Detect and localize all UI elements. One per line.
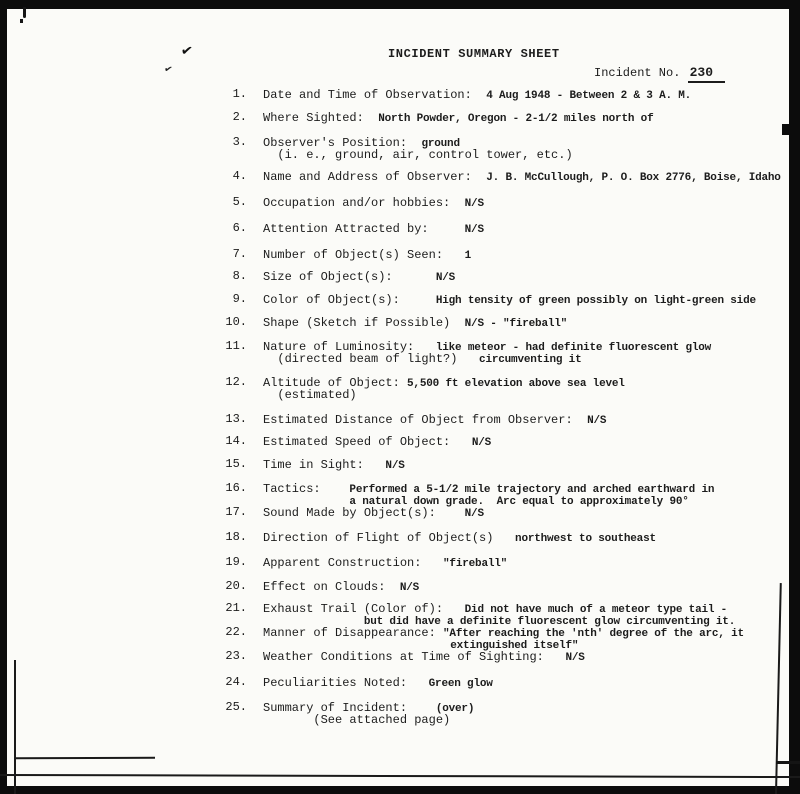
item-number: 5. — [232, 195, 247, 209]
item-lines — [263, 196, 795, 208]
item-label: Altitude of Object: — [263, 376, 408, 390]
item-answer: N/S — [464, 198, 484, 210]
incident-number-label: Incident No. — [594, 66, 688, 80]
item-number: 4. — [232, 169, 247, 183]
item-answer: but did have a definite fluorescent glow circumventing it. — [363, 616, 736, 628]
form-item — [213, 316, 795, 328]
item-answer: 4 Aug 1948 - Between 2 & 3 A. M. — [486, 90, 692, 102]
item-label: Estimated Distance of Object from Observer: — [263, 413, 588, 427]
item-answer: "After reaching the 'nth' degree of the arc, it — [443, 628, 744, 640]
item-lines — [263, 626, 795, 650]
item-answer: N/S — [435, 272, 456, 284]
item-number: 22. — [225, 625, 247, 639]
form-item — [213, 650, 795, 662]
item-answer: North Powder, Oregon - 2-1/2 miles north of — [378, 113, 654, 125]
item-line — [263, 650, 795, 662]
corner-mark — [23, 7, 26, 18]
form-item — [213, 531, 795, 543]
item-line — [263, 676, 795, 688]
item-label: Summary of Incident: — [263, 701, 436, 715]
item-number: 25. — [225, 700, 247, 714]
form-item — [213, 293, 795, 305]
item-number: 8. — [232, 269, 247, 283]
item-line — [263, 580, 795, 592]
form-item — [213, 602, 795, 626]
scan-line-bottom-long — [0, 774, 800, 778]
item-answer: ground — [421, 138, 460, 150]
item-answer: a natural down grade. Arc equal to approximately 90° — [349, 496, 689, 508]
item-answer: Performed a 5-1/2 mile trajectory and arched earthward in — [349, 484, 715, 496]
item-number: 24. — [225, 675, 247, 689]
item-lines — [263, 435, 795, 447]
item-label: Name and Address of Observer: — [263, 170, 487, 184]
form-item — [213, 482, 795, 506]
item-line — [263, 556, 795, 568]
form-item — [213, 435, 795, 447]
item-answer: 5,500 ft elevation above sea level — [407, 378, 625, 390]
item-line — [263, 222, 795, 234]
item-line — [263, 196, 795, 208]
item-label: Sound Made by Object(s): — [263, 506, 465, 520]
item-answer: N/S — [385, 460, 405, 472]
item-label: Color of Object(s): — [263, 293, 436, 307]
item-label: Time in Sight: — [263, 458, 386, 472]
incident-number-value: 230 — [688, 65, 725, 83]
form-item — [213, 136, 795, 160]
item-number: 11. — [225, 339, 247, 353]
item-number: 20. — [225, 579, 247, 593]
item-line — [263, 531, 795, 543]
item-label: Apparent Construction: — [263, 556, 444, 570]
item-lines — [263, 136, 795, 160]
item-answer: J. B. McCullough, P. O. Box 2776, Boise, Idaho — [486, 172, 781, 184]
item-lines — [263, 170, 795, 182]
item-number: 15. — [225, 457, 247, 471]
scan-line-left-vertical — [14, 660, 16, 794]
item-number: 12. — [225, 375, 247, 389]
item-label: Date and Time of Observation: — [263, 88, 487, 102]
item-lines — [263, 556, 795, 568]
document-title: INCIDENT SUMMARY SHEET — [388, 47, 560, 61]
item-lines — [263, 222, 795, 234]
form-item — [213, 196, 795, 208]
item-line — [263, 340, 795, 352]
scan-line-bottom-left — [15, 757, 155, 759]
item-lines — [263, 458, 795, 470]
item-label: (estimated) — [263, 388, 357, 402]
item-label: Occupation and/or hobbies: — [263, 196, 465, 210]
form-item — [213, 458, 795, 470]
form-item — [213, 222, 795, 234]
item-number: 3. — [232, 135, 247, 149]
item-answer: Did not have much of a meteor type tail - — [464, 604, 728, 616]
item-line — [263, 316, 795, 328]
item-answer: N/S — [399, 582, 420, 594]
item-number: 1. — [232, 87, 247, 101]
item-answer: N/S — [587, 415, 607, 427]
item-lines — [263, 602, 795, 626]
form-item — [213, 626, 795, 650]
item-number: 7. — [232, 247, 247, 261]
item-label: (i. e., ground, air, control tower, etc.) — [263, 148, 573, 162]
item-lines — [263, 482, 795, 506]
form-item — [213, 376, 795, 400]
form-item — [213, 676, 795, 688]
item-lines — [263, 701, 795, 725]
scan-border-top — [0, 0, 800, 9]
item-label: Manner of Disappearance: — [263, 626, 444, 640]
item-number: 9. — [232, 292, 247, 306]
item-label: Tactics: — [263, 482, 350, 496]
item-line — [263, 494, 795, 506]
item-lines — [263, 413, 795, 425]
item-answer: N/S - "fireball" — [464, 318, 568, 330]
item-lines — [263, 506, 795, 518]
incident-number-line — [594, 65, 725, 80]
item-lines — [263, 111, 795, 123]
item-line — [263, 111, 795, 123]
item-label: Size of Object(s): — [263, 270, 436, 284]
item-line — [263, 88, 795, 100]
form-item — [213, 170, 795, 182]
form-item — [213, 413, 795, 425]
item-answer: 1 — [464, 250, 472, 262]
item-lines — [263, 376, 795, 400]
item-label: (directed beam of light?) — [263, 352, 480, 366]
checkmark-icon: ✔ — [180, 41, 193, 61]
item-number: 6. — [232, 221, 247, 235]
item-lines — [263, 531, 795, 543]
item-number: 10. — [225, 315, 247, 329]
item-label: Peculiarities Noted: — [263, 676, 429, 690]
item-line — [263, 136, 795, 148]
item-line — [263, 352, 795, 364]
item-label: Shape (Sketch if Possible) — [263, 316, 465, 330]
form-item — [213, 580, 795, 592]
item-number: 19. — [225, 555, 247, 569]
item-line — [263, 148, 795, 160]
item-line — [263, 293, 795, 305]
item-answer: N/S — [464, 224, 484, 236]
item-answer: N/S — [464, 508, 484, 520]
item-line — [263, 602, 795, 614]
item-answer: N/S — [565, 652, 585, 664]
corner-mark-dot — [20, 19, 23, 23]
item-lines — [263, 580, 795, 592]
item-answer: Green glow — [428, 678, 493, 690]
item-label: Observer's Position: — [263, 136, 422, 150]
item-line — [263, 170, 795, 182]
item-lines — [263, 650, 795, 662]
item-line — [263, 435, 795, 447]
scan-line-right-short — [776, 761, 800, 764]
item-line — [263, 248, 795, 260]
item-number: 13. — [225, 412, 247, 426]
item-lines — [263, 316, 795, 328]
item-answer: "fireball" — [443, 558, 508, 570]
item-answer: extinguished itself" — [450, 640, 579, 652]
item-label: (See attached page) — [263, 713, 451, 727]
item-answer: N/S — [471, 437, 492, 449]
item-label: Effect on Clouds: — [263, 580, 400, 594]
form-item — [213, 340, 795, 364]
item-line — [263, 482, 795, 494]
item-number: 2. — [232, 110, 247, 124]
item-line — [263, 701, 795, 713]
item-line — [263, 614, 795, 626]
item-lines — [263, 293, 795, 305]
item-lines — [263, 248, 795, 260]
form-item — [213, 701, 795, 725]
item-answer: (over) — [435, 703, 475, 715]
scan-border-left — [0, 0, 7, 794]
item-label: Attention Attracted by: — [263, 222, 465, 236]
form-item — [213, 88, 795, 100]
item-line — [263, 713, 795, 725]
scan-border-bottom — [0, 786, 800, 794]
item-line — [263, 506, 795, 518]
item-label: Where Sighted: — [263, 111, 379, 125]
form-item — [213, 506, 795, 518]
item-label: Number of Object(s) Seen: — [263, 248, 465, 262]
item-answer: like meteor - had definite fluorescent glow — [435, 342, 712, 354]
item-line — [263, 270, 795, 282]
item-lines — [263, 676, 795, 688]
item-line — [263, 376, 795, 388]
form-item — [213, 270, 795, 282]
item-number: 21. — [225, 601, 247, 615]
checkmark-icon: ✔ — [163, 63, 173, 77]
item-number: 17. — [225, 505, 247, 519]
item-number: 18. — [225, 530, 247, 544]
item-line — [263, 413, 795, 425]
item-answer: northwest to southeast — [515, 533, 656, 545]
item-answer: circumventing it — [479, 354, 582, 366]
item-label: Direction of Flight of Object(s) — [263, 531, 516, 545]
item-label: Exhaust Trail (Color of): — [263, 602, 465, 616]
form-item — [213, 248, 795, 260]
item-lines — [263, 88, 795, 100]
item-number: 16. — [225, 481, 247, 495]
item-label: Estimated Speed of Object: — [263, 435, 472, 449]
item-number: 23. — [225, 649, 247, 663]
item-lines — [263, 340, 795, 364]
items-list — [213, 88, 795, 725]
item-line — [263, 626, 795, 638]
item-answer: High tensity of green possibly on light-green side — [435, 295, 756, 307]
item-label: Nature of Luminosity: — [263, 340, 436, 354]
item-line — [263, 458, 795, 470]
form-item — [213, 111, 795, 123]
form-item — [213, 556, 795, 568]
item-number: 14. — [225, 434, 247, 448]
item-label: Weather Conditions at Time of Sighting: — [263, 650, 566, 664]
item-lines — [263, 270, 795, 282]
